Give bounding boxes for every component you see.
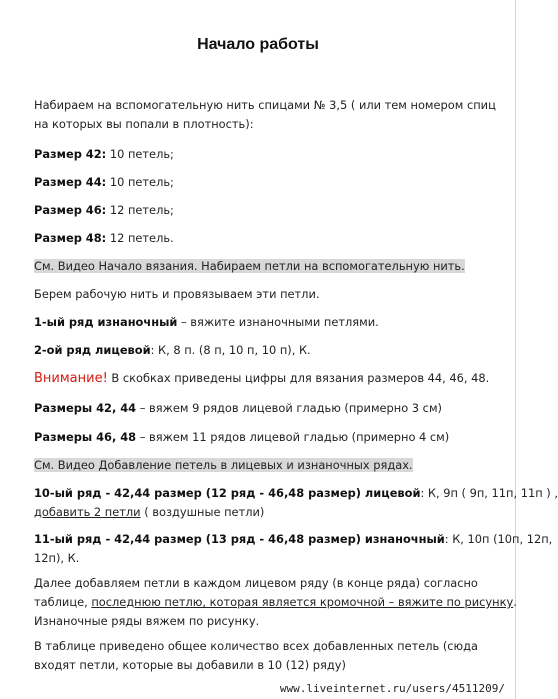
- size-value: 10 петель;: [106, 175, 174, 189]
- row-10-paragraph: [34, 484, 558, 522]
- page-title: Начало работы: [197, 36, 319, 53]
- further-line-1: Далее добавляем петли в каждом лицевом ряду (в конце ряда) согласно: [34, 576, 478, 590]
- further-line-2-post: .: [513, 595, 517, 609]
- sizes-46-48-text: – вяжем 11 рядов лицевой гладью (примерно 4 см): [136, 430, 450, 444]
- edge-stitch-note: последнюю петлю, которая является кромочной – вяжите по рисунку: [91, 595, 514, 609]
- size-label: Размер 42: [34, 147, 102, 161]
- size-label: Размер 48: [34, 231, 102, 245]
- sizes-42-44-line: [34, 399, 504, 418]
- size-48-line: Размер 48: 12 петель.: [34, 231, 174, 245]
- row-10-line-2-text: ( воздушные петли): [140, 505, 265, 519]
- size-value: 10 петель;: [106, 147, 174, 161]
- size-46-line: Размер 46: 12 петель;: [34, 203, 174, 217]
- row-2-line: [34, 341, 504, 360]
- size-42-line: Размер 42: 10 петель;: [34, 147, 174, 161]
- take-thread-line: Берем рабочую нить и провязываем эти петли.: [34, 287, 320, 301]
- row-10-label: 10-ый ряд - 42,44 размер (12 ряд - 46,48 размер) лицевой: [34, 486, 421, 500]
- sizes-46-48-line: [34, 428, 504, 447]
- sizes-46-48-label: Размеры 46, 48: [34, 430, 137, 444]
- intro-line-1: Набираем на вспомогательную нить спицами № 3,5 ( или тем номером спиц: [34, 98, 496, 112]
- sizes-42-44-label: Размеры 42, 44: [34, 401, 137, 415]
- row-11-text: : К, 10п (10п, 12п,: [444, 532, 553, 546]
- table-note-paragraph: [34, 637, 504, 675]
- row-10-line-1: [34, 484, 558, 503]
- table-note-line-2: входят петли, которые вы добавили в 10 (12) ряду): [34, 658, 346, 672]
- attention-line: [34, 369, 504, 388]
- table-note-line-1: В таблице приведено общее количество всех добавленных петель (сюда: [34, 639, 479, 653]
- row-1-line: [34, 313, 504, 332]
- intro-paragraph: [34, 96, 504, 134]
- row-10-text: : К, 9п ( 9п, 11п, 11п ) ,: [420, 486, 558, 500]
- sizes-42-44-text: – вяжем 9 рядов лицевой гладью (примерно 3 см): [136, 401, 442, 415]
- row-2-text: : К, 8 п. (8 п, 10 п, 10 п), К.: [150, 343, 311, 357]
- size-value: 12 петель.: [106, 231, 174, 245]
- size-label: Размер 46: [34, 203, 102, 217]
- video-link-start[interactable]: См. Видео Начало вязания. Набираем петли на вспомогательную нить.: [34, 259, 465, 273]
- attention-text: В скобках приведены цифры для вязания размеров 44, 46, 48.: [107, 371, 490, 385]
- row-11-line-1: [34, 530, 553, 549]
- video-link-add-stitches[interactable]: См. Видео Добавление петель в лицевых и изнаночных рядах.: [34, 458, 413, 472]
- video-note-1: [34, 257, 504, 276]
- add-stitches-underlined: добавить 2 петли: [34, 505, 141, 519]
- further-paragraph: [34, 574, 517, 631]
- size-value: 12 петель;: [106, 203, 174, 217]
- row-1-text: – вяжите изнаночными петлями.: [177, 315, 379, 329]
- further-line-3: Изнаночные ряды вяжем по рисунку.: [34, 614, 260, 628]
- size-44-line: Размер 44: 10 петель;: [34, 175, 174, 189]
- attention-label: Внимание!: [34, 371, 108, 386]
- row-10-line-2: [34, 503, 504, 522]
- row-1-label: 1-ый ряд изнаночный: [34, 315, 178, 329]
- row-11-paragraph: [34, 530, 553, 568]
- further-line-2-pre: таблице,: [34, 595, 92, 609]
- source-url-watermark: www.liveinternet.ru/users/4511209/: [279, 682, 505, 695]
- size-label: Размер 44: [34, 175, 102, 189]
- further-line-2: [34, 593, 517, 612]
- intro-line-2: на которых вы попали в плотность):: [34, 117, 254, 131]
- row-11-label: 11-ый ряд - 42,44 размер (13 ряд - 46,48 размер) изнаночный: [34, 532, 445, 546]
- video-note-2: [34, 456, 504, 475]
- row-11-line-2: 12п), К.: [34, 551, 80, 565]
- row-2-label: 2-ой ряд лицевой: [34, 343, 151, 357]
